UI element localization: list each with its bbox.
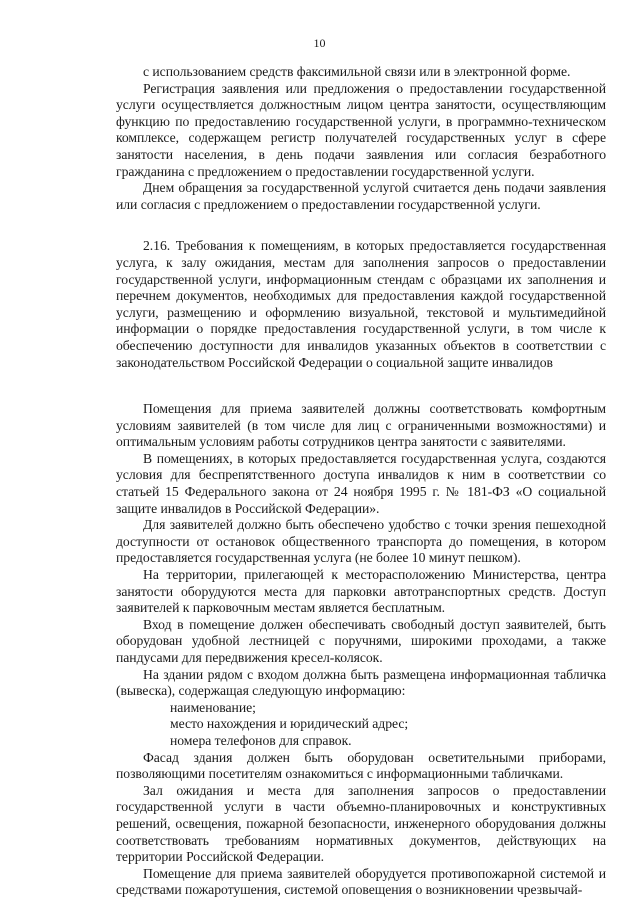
paragraph: Днем обращения за государственной услугой считается день подачи заявления или согласия с предложением о предоставлении государственной услуги. [116, 180, 606, 212]
list-item: номера телефонов для справок. [170, 732, 352, 748]
paragraph: На здании рядом с входом должна быть размещена информационная табличка (вывеска), содержащая следующую информацию: [116, 666, 606, 699]
section-heading-2-16: 2.16. Требования к помещениям, в которых предоставляется государственная услуга, к залу ожидания, местам для заполнения запросов о предоставлении государственной услуги, информационным стендам с образцами их заполнения и перечнем документов, необходимых для предоставления каждой государственной услуги, размещению и оформлению визуальной, текстовой и мультимедийной информации о порядке предоставления государственной услуги, в том числе к обеспечению доступности для инвалидов указанных объектов в соответствии с законодательством Российской Федерации о социальной защите инвалидов [116, 238, 606, 370]
paragraph: Зал ожидания и места для заполнения запросов о предоставлении государственной услуги в части объемно-планировочных и конструктивных решений, освещения, пожарной безопасности, инженерного оборудования должны соответствовать требованиям нормативных документов, действующих на территории Российской Федерации. [116, 782, 606, 865]
paragraph: Помещения для приема заявителей должны соответствовать комфортным условиям заявителей (в том числе для лиц с ограниченными возможностями) и оптимальным условиям работы сотрудников центра занятости с заявителями. [116, 401, 606, 450]
paragraph: На территории, прилегающей к месторасположению Министерства, центра занятости оборудуются места для парковки автотранспортных средств. Доступ заявителей к парковочным местам является бесплатным. [116, 567, 606, 616]
list-item: наименование; [170, 699, 256, 715]
paragraph: Для заявителей должно быть обеспечено удобство с точки зрения пешеходной доступности от остановок общественного транспорта до помещения, в котором предоставляется государственная услуга (не более 10 минут пешком). [116, 517, 606, 566]
paragraph: Вход в помещение должен обеспечивать свободный доступ заявителей, быть оборудован удобной лестницей с поручнями, широкими проходами, а также пандусами для передвижения кресел-колясок. [116, 616, 606, 665]
paragraph: Помещение для приема заявителей оборудуется противопожарной системой и средствами пожаротушения, системой оповещения о возникновении чрезвычай- [116, 865, 606, 898]
list-item: место нахождения и юридический адрес; [170, 716, 409, 732]
paragraph: Фасад здания должен быть оборудован осветительными приборами, позволяющими посетителям ознакомиться с информационными табличками. [116, 749, 606, 782]
document-body [116, 64, 606, 899]
paragraph: В помещениях, в которых предоставляется государственная услуга, создаются условия для беспрепятственного доступа инвалидов к ним в соответствии со статьей 15 Федерального закона от 24 ноября 1995 г. № 181-ФЗ «О социальной защите инвалидов в Российской Федерации». [116, 450, 606, 516]
paragraph: Регистрация заявления или предложения о предоставлении государственной услуги осуществляется должностным лицом центра занятости, осуществляющим функцию по предоставлению государственной услуги, в программно-техническом комплексе, содержащем регистр получателей государственных услуг в сфере занятости населения, в день подачи заявления или согласия безработного гражданина с предложением о предоставлении государственной услуги. [116, 80, 606, 179]
page-number: 10 [313, 36, 326, 50]
paragraph: с использованием средств факсимильной связи или в электронной форме. [143, 64, 571, 79]
